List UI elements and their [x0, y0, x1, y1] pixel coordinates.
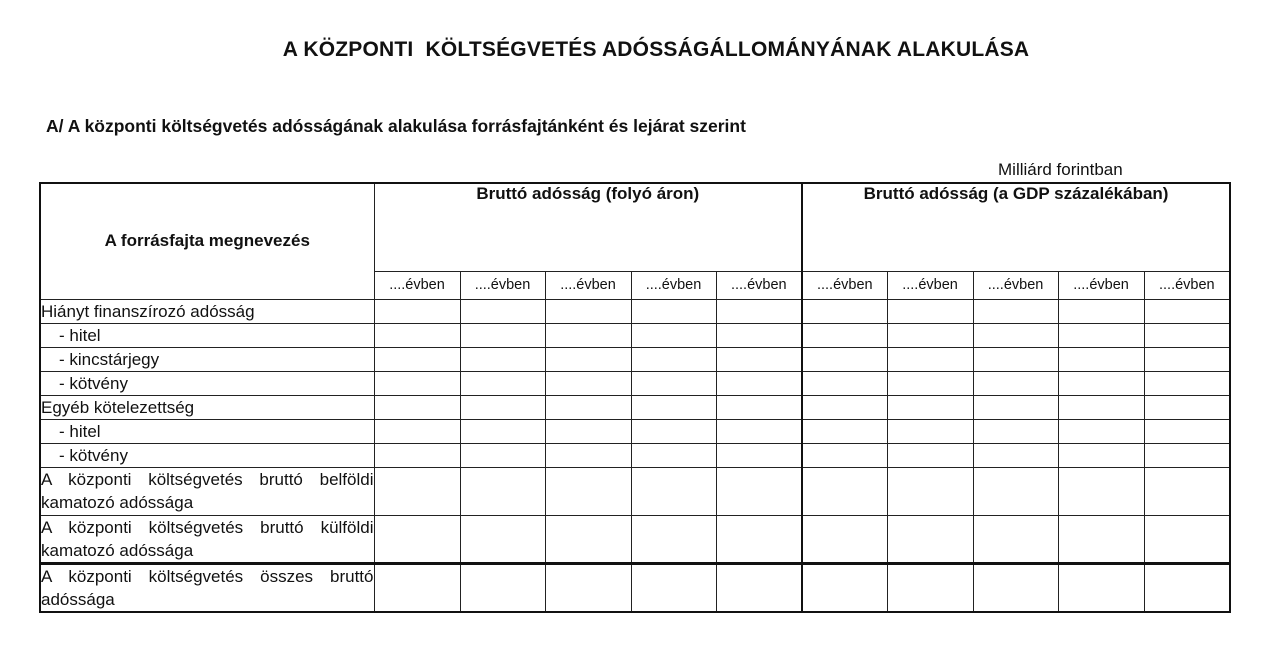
table-cell	[973, 467, 1058, 515]
table-cell	[802, 299, 887, 323]
table-cell	[374, 467, 460, 515]
table-row	[40, 443, 1230, 467]
table-cell	[374, 419, 460, 443]
table-cell	[1144, 467, 1230, 515]
table-cell	[1144, 563, 1230, 612]
table-cell	[374, 371, 460, 395]
table-cell	[1144, 347, 1230, 371]
table-cell	[887, 395, 973, 419]
year-header: ....évben	[374, 271, 460, 299]
table-cell	[802, 347, 887, 371]
table-cell	[374, 299, 460, 323]
table-cell	[973, 323, 1058, 347]
table-cell	[631, 443, 716, 467]
group-header-gdp-percent: Bruttó adósság (a GDP százalékában)	[802, 183, 1230, 271]
table-cell	[1058, 395, 1144, 419]
year-header: ....évben	[460, 271, 545, 299]
row-label: - hitel	[40, 419, 374, 443]
table-cell	[460, 515, 545, 563]
table-cell	[1058, 371, 1144, 395]
row-label: - hitel	[40, 323, 374, 347]
table-cell	[374, 323, 460, 347]
table-cell	[802, 515, 887, 563]
table-cell	[545, 563, 631, 612]
table-row	[40, 467, 1230, 515]
table-cell	[374, 563, 460, 612]
table-row	[40, 323, 1230, 347]
table-cell	[460, 563, 545, 612]
table-row	[40, 347, 1230, 371]
table-cell	[1144, 299, 1230, 323]
table-cell	[460, 347, 545, 371]
row-label: - kötvény	[40, 371, 374, 395]
table-cell	[887, 323, 973, 347]
table-cell	[802, 419, 887, 443]
table-cell	[1058, 467, 1144, 515]
group-header-current-prices: Bruttó adósság (folyó áron)	[374, 183, 802, 271]
row-header: A forrásfajta megnevezés	[40, 183, 374, 299]
table-cell	[545, 323, 631, 347]
table-cell	[460, 395, 545, 419]
table-cell	[631, 323, 716, 347]
table-cell	[631, 371, 716, 395]
table-cell	[887, 515, 973, 563]
table-cell	[887, 347, 973, 371]
year-header: ....évben	[973, 271, 1058, 299]
table-cell	[716, 371, 802, 395]
table-row	[40, 299, 1230, 323]
table-cell	[802, 563, 887, 612]
row-label: - kötvény	[40, 443, 374, 467]
table-cell	[374, 515, 460, 563]
table-cell	[631, 563, 716, 612]
table-cell	[1144, 323, 1230, 347]
table-cell	[374, 347, 460, 371]
table-cell	[460, 323, 545, 347]
row-label: Egyéb kötelezettség	[40, 395, 374, 419]
document-title: A KÖZPONTI KÖLTSÉGVETÉS ADÓSSÁGÁLLOMÁNYÁNAK ALAKULÁSA	[282, 38, 1030, 61]
table-cell	[973, 515, 1058, 563]
row-label: Hiányt finanszírozó adósság	[40, 299, 374, 323]
table-cell	[1144, 515, 1230, 563]
table-cell	[374, 395, 460, 419]
table-row	[40, 371, 1230, 395]
table-cell	[1058, 347, 1144, 371]
table-cell	[802, 395, 887, 419]
table-cell	[631, 395, 716, 419]
table-cell	[887, 371, 973, 395]
year-header: ....évben	[631, 271, 716, 299]
table-cell	[887, 563, 973, 612]
table-cell	[716, 299, 802, 323]
row-label: A központi költségvetés bruttó külföldi kamatozó adóssága	[40, 515, 374, 563]
year-header: ....évben	[716, 271, 802, 299]
table-cell	[460, 299, 545, 323]
table-cell	[1058, 419, 1144, 443]
table-cell	[545, 371, 631, 395]
table-cell	[631, 467, 716, 515]
row-label: A központi költségvetés összes bruttó adóssága	[40, 563, 374, 612]
table-row	[40, 515, 1230, 563]
year-header: ....évben	[1144, 271, 1230, 299]
table-cell	[716, 467, 802, 515]
table-cell	[631, 347, 716, 371]
table-cell	[973, 443, 1058, 467]
table-cell	[1144, 419, 1230, 443]
table-cell	[460, 419, 545, 443]
table-cell	[374, 443, 460, 467]
table-cell	[1058, 299, 1144, 323]
table-cell	[1144, 443, 1230, 467]
table-cell	[545, 443, 631, 467]
row-label: A központi költségvetés bruttó belföldi kamatozó adóssága	[40, 467, 374, 515]
table-cell	[802, 467, 887, 515]
table-row-total	[40, 563, 1230, 612]
table-cell	[802, 443, 887, 467]
table-cell	[631, 515, 716, 563]
section-subtitle: A/ A központi költségvetés adósságának alakulása forrásfajtánként és lejárat szerint	[46, 116, 746, 136]
table-row	[40, 395, 1230, 419]
year-header: ....évben	[802, 271, 887, 299]
row-label: - kincstárjegy	[40, 347, 374, 371]
table-cell	[1144, 371, 1230, 395]
table-cell	[545, 299, 631, 323]
table-cell	[887, 419, 973, 443]
table-cell	[716, 347, 802, 371]
table-cell	[1058, 443, 1144, 467]
table-cell	[973, 563, 1058, 612]
table-cell	[1058, 563, 1144, 612]
table-cell	[460, 467, 545, 515]
table-cell	[973, 419, 1058, 443]
table-cell	[716, 323, 802, 347]
table-cell	[887, 299, 973, 323]
table-cell	[1058, 515, 1144, 563]
table-cell	[716, 515, 802, 563]
table-cell	[545, 347, 631, 371]
year-header: ....évben	[545, 271, 631, 299]
table-row	[40, 419, 1230, 443]
table-cell	[802, 371, 887, 395]
table-cell	[545, 467, 631, 515]
table-cell	[460, 443, 545, 467]
table-cell	[716, 443, 802, 467]
table-cell	[545, 395, 631, 419]
header-row-groups	[40, 183, 1230, 271]
table-cell	[973, 371, 1058, 395]
table-cell	[460, 371, 545, 395]
debt-table	[39, 182, 1231, 613]
table-cell	[973, 299, 1058, 323]
table-cell	[716, 395, 802, 419]
table-cell	[716, 419, 802, 443]
table-cell	[1058, 323, 1144, 347]
table-cell	[545, 419, 631, 443]
table-cell	[802, 323, 887, 347]
year-header: ....évben	[1058, 271, 1144, 299]
table-cell	[973, 395, 1058, 419]
table-cell	[631, 419, 716, 443]
table-cell	[545, 515, 631, 563]
table-cell	[887, 443, 973, 467]
table-cell	[887, 467, 973, 515]
table-cell	[1144, 395, 1230, 419]
unit-label: Milliárd forintban	[998, 160, 1123, 179]
table-cell	[716, 563, 802, 612]
table-cell	[973, 347, 1058, 371]
table-cell	[631, 299, 716, 323]
year-header: ....évben	[887, 271, 973, 299]
